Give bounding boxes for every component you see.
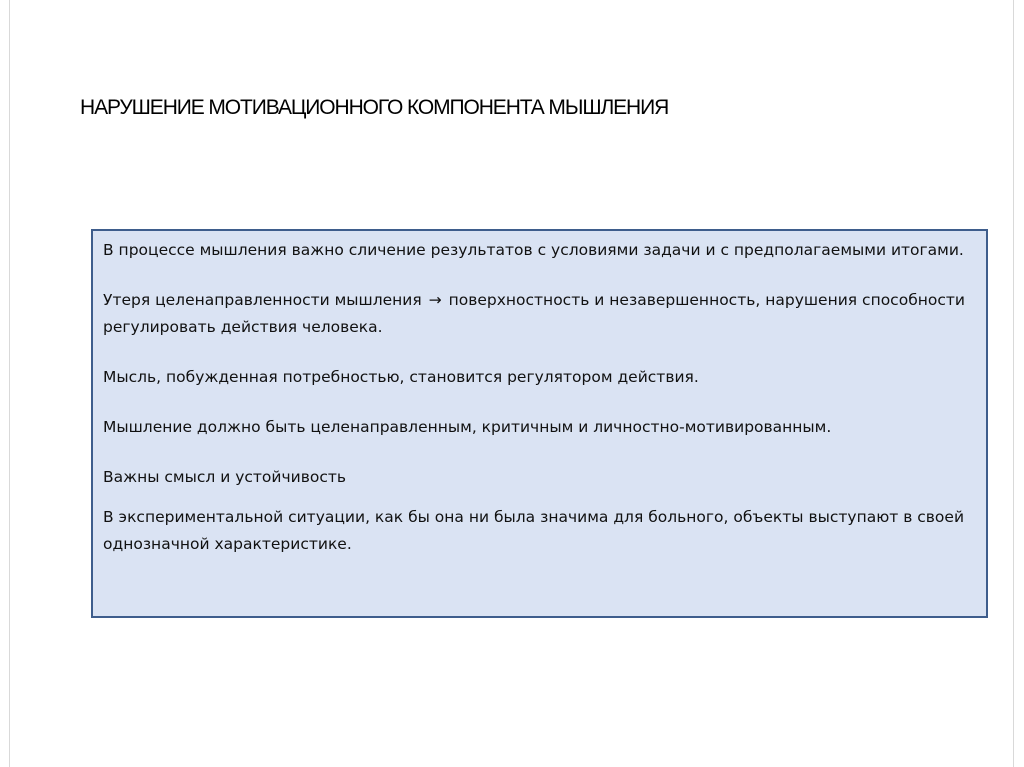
slide-left-edge: [9, 0, 10, 767]
content-box: [91, 229, 988, 618]
paragraph-purposefulness-result: поверхностность и незавершенность, нарушения способности регулировать действия человека.: [103, 291, 965, 336]
paragraph-purposefulness: [103, 287, 976, 341]
paragraph-experimental-situation: В экспериментальной ситуации, как бы она ни была значима для больного, объекты выступают в своей однозначной характеристике.: [103, 508, 965, 553]
arrow-right-icon: →: [428, 291, 442, 309]
paragraph-thinking-requirements: Мышление должно быть целенаправленным, критичным и личностно-мотивированным.: [103, 418, 832, 436]
paragraph-motivated-thought: Мысль, побужденная потребностью, становится регулятором действия.: [103, 368, 699, 386]
paragraph-purposefulness-lead: Утеря целенаправленности мышления: [103, 291, 422, 309]
slide-title: НАРУШЕНИЕ МОТИВАЦИОННОГО КОМПОНЕНТА МЫШЛЕНИЯ: [80, 96, 669, 119]
paragraph-comparison: В процессе мышления важно сличение результатов с условиями задачи и с предполагаемыми итогами.: [103, 241, 964, 259]
slide-right-edge: [1013, 0, 1014, 767]
paragraph-meaning-stability: Важны смысл и устойчивость: [103, 468, 347, 486]
